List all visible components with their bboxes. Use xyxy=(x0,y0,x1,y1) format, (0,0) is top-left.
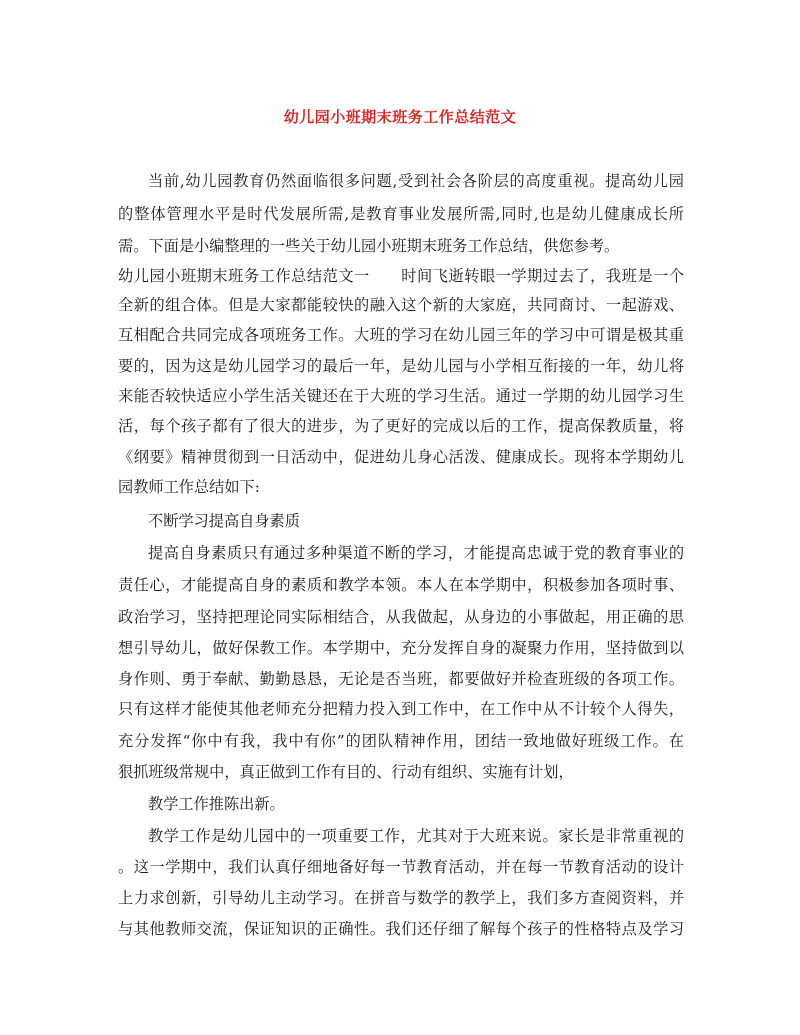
text-line: 。这一学期中，我们认真仔细地备好每一节教育活动，并在每一节教育活动的设计 xyxy=(118,858,684,876)
text-line: 责任心，才能提高自身的素质和教学本领。本人在本学期中，积极参加各项时事、 xyxy=(118,576,684,594)
text-line: 提高自身素质只有通过多种渠道不断的学习，才能提高忠诚于党的教育事业的 xyxy=(148,544,684,562)
text-line: 来能否较快适应小学生活关键还在于大班的学习生活。通过一学期的幼儿园学习生 xyxy=(118,387,684,405)
text-line: 充分发挥“你中有我，我中有你”的团队精神作用，团结一致地做好班级工作。在 xyxy=(118,732,684,750)
text-line: 与其他教师交流，保证知识的正确性。我们还仔细了解每个孩子的性格特点及学习 xyxy=(118,920,684,938)
section-heading: 不断学习提高自身素质 xyxy=(148,512,300,530)
text-line: 幼儿园小班期末班务工作总结范文一 时间飞逝转眼一学期过去了，我班是一个 xyxy=(118,267,684,285)
text-line: 要的，因为这是幼儿园学习的最后一年，是幼儿园与小学相互衔接的一年，幼儿将 xyxy=(118,357,684,375)
text-line: 互相配合共同完成各项班务工作。大班的学习在幼儿园三年的学习中可谓是极其重 xyxy=(118,326,684,344)
text-line: 《纲要》精神贯彻到一日活动中，促进幼儿身心活泼、健康成长。现将本学期幼儿 xyxy=(118,448,684,466)
text-line: 政治学习，坚持把理论同实际相结合，从我做起，从身边的小事做起，用正确的思 xyxy=(118,608,684,626)
text-line: 教学工作是幼儿园中的一项重要工作，尤其对于大班来说。家长是非常重视的 xyxy=(148,827,684,845)
section-heading: 教学工作推陈出新。 xyxy=(148,795,285,813)
text-line: 活，每个孩子都有了很大的进步，为了更好的完成以后的工作，提高保教质量，将 xyxy=(118,417,684,435)
text-line: 上力求创新，引导幼儿主动学习。在拼音与数学的教学上，我们多方查阅资料，并 xyxy=(118,889,684,907)
text-line: 园教师工作总结如下: xyxy=(118,478,260,496)
text-line: 想引导幼儿，做好保教工作。本学期中，充分发挥自身的凝聚力作用，坚持做到以 xyxy=(118,639,684,657)
text-line: 全新的组合体。但是大家都能较快的融入这个新的大家庭，共同商讨、一起游戏、 xyxy=(118,296,684,314)
text-line: 只有这样才能使其他老师充分把精力投入到工作中，在工作中从不计较个人得失， xyxy=(118,700,684,718)
text-line: 需。下面是小编整理的一些关于幼儿园小班期末班务工作总结，供您参考。 xyxy=(118,237,620,255)
text-line: 当前,幼儿园教育仍然面临很多问题,受到社会各阶层的高度重视。提高幼儿园 xyxy=(148,172,684,190)
text-line: 的整体管理水平是时代发展所需,是教育事业发展所需,同时,也是幼儿健康成长所 xyxy=(118,205,684,223)
text-line: 狠抓班级常规中，真正做到工作有目的、行动有组织、实施有计划， xyxy=(118,763,574,781)
text-line: 身作则、勇于奉献、勤勤恳恳，无论是否当班，都要做好并检查班级的各项工作。 xyxy=(118,670,684,688)
document-title: 幼儿园小班期末班务工作总结范文 xyxy=(283,108,517,126)
